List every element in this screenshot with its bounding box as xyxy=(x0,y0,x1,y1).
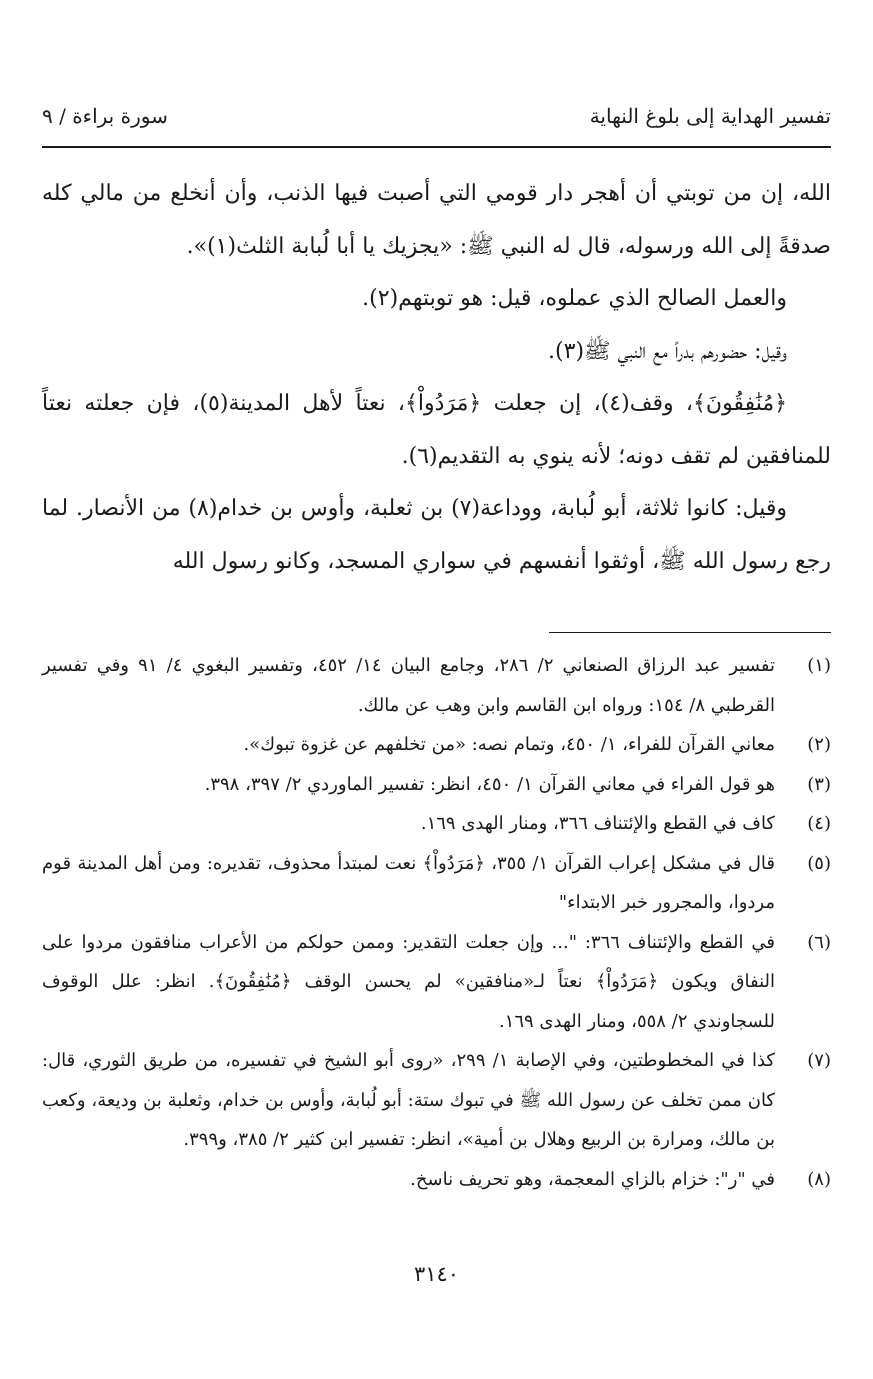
footnote-number: (٨) xyxy=(807,1168,831,1190)
footnote-text: تفسير عبد الرزاق الصنعاني ٢/ ٢٨٦، وجامع البيان ١٤/ ٤٥٢، وتفسير البغوي ٤/ ٩١ وفي تفسير القرطبي ٨/ ١٥٤: ورواه ابن القاسم وابن وهب عن مالك. xyxy=(42,655,775,716)
footnote-text: معاني القرآن للفراء، ١/ ٤٥٠، وتمام نصه: «من تخلفهم عن غزوة تبوك». xyxy=(243,734,775,755)
footnote-number: (٦) xyxy=(807,931,831,953)
footnote-number: (٣) xyxy=(807,773,831,795)
footnote-number: (١) xyxy=(807,655,831,676)
footnote-number: (٧) xyxy=(807,1050,831,1071)
footnote xyxy=(42,1041,831,1160)
book-title: تفسير الهداية إلى بلوغ النهاية xyxy=(589,104,831,128)
footnote xyxy=(42,844,831,923)
footnote-text: قال في مشكل إعراب القرآن ١/ ٣٥٥، ﴿مَرَدُواْ﴾ نعت لمبتدأ محذوف، تقديره: ومن أهل المدينة قوم مردوا، والمجرور خبر الابتداء" xyxy=(42,852,776,913)
footnote-number: (٥) xyxy=(807,852,831,874)
footnote-text: في "ر": خزام بالزاي المعجمة، وهو تحريف ناسخ. xyxy=(410,1168,775,1190)
footnotes xyxy=(42,646,831,1199)
footnote-divider xyxy=(549,632,831,633)
footnote xyxy=(42,923,831,1042)
page-number: ٣١٤٠ xyxy=(413,1262,460,1286)
header-divider xyxy=(42,146,831,148)
footnote-text: كذا في المخطوطتين، وفي الإصابة ١/ ٢٩٩، «روى أبو الشيخ في تفسيره، من طريق الثوري، قال: كان ممن تخلف عن رسول الله ﷺ في تبوك ستة: أبو لُبابة، وأوس بن خدام، وثعلبة بن وديعة، وكعب بن مالك، ومرارة بن الربيع وهلال بن أمية»، انظر: تفسير ابن كثير ٢/ ٣٨٥، و٣٩٩. xyxy=(42,1050,775,1150)
body-paragraph: ﴿مُنَٰفِقُونَ﴾، وقف(٤)، إن جعلت ﴿مَرَدُواْ﴾، نعتاً لأهل المدينة(٥)، فإن جعلته نعتاً للمنافقين لم تقف دونه؛ لأنه ينوي به التقديم(٦). xyxy=(42,391,831,469)
body-paragraph: والعمل الصالح الذي عملوه، قيل: هو توبتهم(٢). xyxy=(362,286,787,311)
footnote-number: (٤) xyxy=(807,813,831,834)
body-paragraph: وقيل: كانوا ثلاثة، أبو لُبابة، ووداعة(٧) بن ثعلبة، وأوس بن خدام(٨) من الأنصار. لما رجع رسول الله ﷺ، أوثقوا أنفسهم في سواري المسجد، وكانو رسول الله xyxy=(42,496,831,574)
footnote-text: في القطع والإئتناف ٣٦٦: "... وإن جعلت التقدير: وممن حولكم من الأعراب منافقون مردوا على النفاق ويكون ﴿مَرَدُواْ﴾ نعتاً لـ«منافقين» لم يحسن الوقف ﴿مُنَٰفِقُونَ﴾. انظر: علل الوقوف للسجاوندي ٢/ ٥٥٨، ومنار الهدى ١٦٩. xyxy=(42,931,775,1032)
footnote xyxy=(42,765,831,805)
running-header xyxy=(42,100,831,140)
footnote xyxy=(42,646,831,725)
footnote xyxy=(42,1160,831,1200)
footnote-text: كاف في القطع والإئتناف ٣٦٦، ومنار الهدى ١٦٩. xyxy=(420,813,775,834)
main-text xyxy=(42,168,831,588)
footnote xyxy=(42,804,831,844)
body-paragraph: الله، إن من توبتي أن أهجر دار قومي التي أصبت فيها الذنب، وأن أنخلع من مالي كله صدقةً إلى الله ورسوله، قال له النبي ﷺ: «يجزيك يا أبا لُبابة الثلث(١)». xyxy=(42,181,831,259)
footnote-number: (٢) xyxy=(807,734,831,755)
body-paragraph: وقيل: حضورهم بدراً مع النبي ﷺ(٣). xyxy=(548,338,787,364)
surah-label: سورة براءة / ٩ xyxy=(42,104,168,128)
footnote xyxy=(42,725,831,765)
footnote-text: هو قول الفراء في معاني القرآن ١/ ٤٥٠، انظر: تفسير الماوردي ٢/ ٣٩٧، ٣٩٨. xyxy=(204,773,775,795)
